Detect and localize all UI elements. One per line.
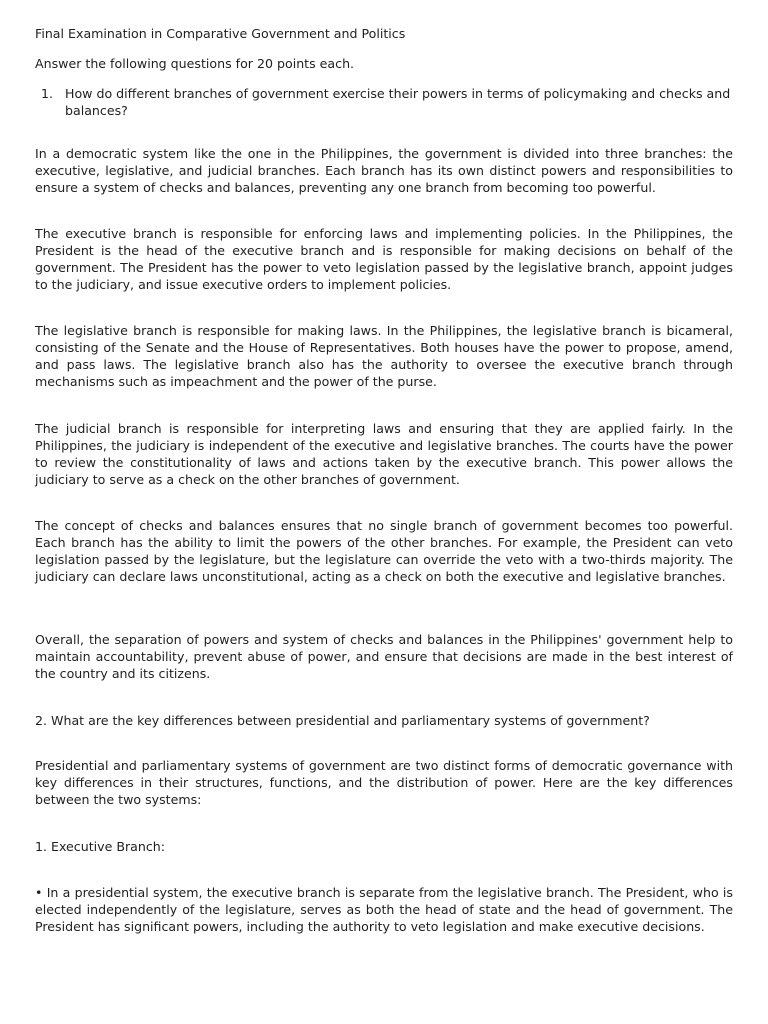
paragraph-executive: The executive branch is responsible for enforcing laws and implementing policies. In the Philippines, the President is the head of the executive branch and is responsible for making decisions on behalf of the government. The President has the power to veto legislation passed by the legislative branch, appoint judges to the judiciary, and issue executive orders to implement policies. xyxy=(35,226,733,292)
question-1 xyxy=(35,85,733,119)
instructions: Answer the following questions for 20 points each. xyxy=(35,56,355,71)
paragraph-checks-balances: The concept of checks and balances ensures that no single branch of government becomes too powerful. Each branch has the ability to limit the powers of the other branches. For example, the President can veto legislation passed by the legislature, but the legislature can override the veto with a two-thirds majority. The judiciary can declare laws unconstitutional, acting as a check on both the executive and legislative branches. xyxy=(35,518,733,584)
document-title: Final Examination in Comparative Government and Politics xyxy=(35,26,406,41)
section-heading-executive: 1. Executive Branch: xyxy=(35,839,166,854)
paragraph-judicial: The judicial branch is responsible for interpreting laws and ensuring that they are applied fairly. In the Philippines, the judiciary is independent of the executive and legislative branches. The courts have the power to review the constitutionality of laws and actions taken by the executive branch. This power allows the judiciary to serve as a check on the other branches of government. xyxy=(35,421,733,487)
paragraph-legislative: The legislative branch is responsible for making laws. In the Philippines, the legislative branch is bicameral, consisting of the Senate and the House of Representatives. Both houses have the power to propose, amend, and pass laws. The legislative branch also has the authority to oversee the executive branch through mechanisms such as impeachment and the power of the purse. xyxy=(35,323,733,389)
paragraph-systems-intro: Presidential and parliamentary systems of government are two distinct forms of democratic governance with key differences in their structures, functions, and the distribution of power. Here are the key differences between the two systems: xyxy=(35,758,733,807)
paragraph-conclusion: Overall, the separation of powers and system of checks and balances in the Philippines' government help to maintain accountability, prevent abuse of power, and ensure that decisions are made in the best interest of the country and its citizens. xyxy=(35,632,733,681)
paragraph-intro: In a democratic system like the one in the Philippines, the government is divided into three branches: the executive, legislative, and judicial branches. Each branch has its own distinct powers and responsibilities to ensure a system of checks and balances, preventing any one branch from becoming too powerful. xyxy=(35,146,733,195)
bullet-presidential: • In a presidential system, the executive branch is separate from the legislative branch. The President, who is elected independently of the legislature, serves as both the head of state and the head of government. The President has significant powers, including the authority to veto legislation and make executive decisions. xyxy=(35,885,733,934)
question-2: 2. What are the key differences between presidential and parliamentary systems of government? xyxy=(35,713,650,728)
question-1-text: How do different branches of government exercise their powers in terms of policymaking and checks and balances? xyxy=(65,86,731,118)
question-1-number: 1. xyxy=(41,86,54,101)
